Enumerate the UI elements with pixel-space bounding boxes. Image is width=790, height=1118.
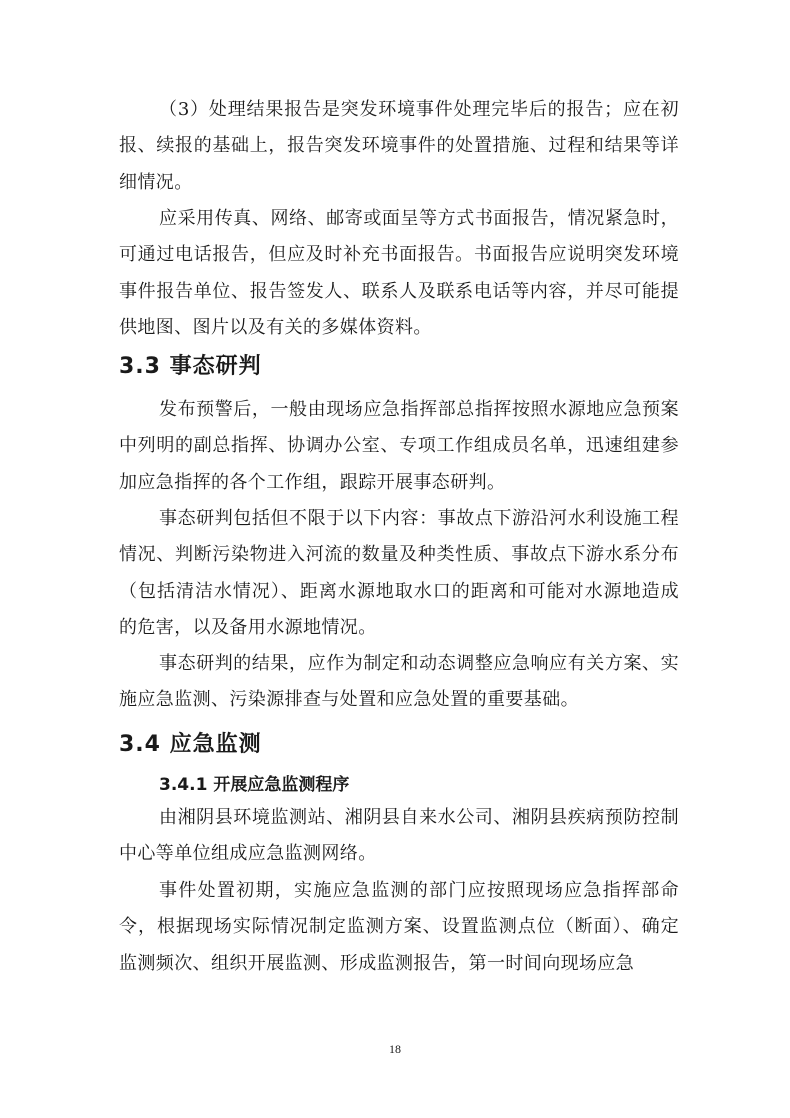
page-number: 18 <box>389 1042 401 1056</box>
section-heading-3-4: 3.4 应急监测 <box>119 732 262 757</box>
paragraph-assessment-content: 事态研判包括但不限于以下内容：事故点下游沿河水利设施工程情况、判断污染物进入河流的数量及种类性质、事故点下游水系分布（包括清洁水情况）、距离水源地取水口的距离和可能对水源地造成的危害，以及备用水源地情况。 <box>119 508 679 638</box>
paragraph-monitoring-network: 由湘阴县环境监测站、湘阴县自来水公司、湘阴县疾病预防控制中心等单位组成应急监测网络。 <box>119 807 679 865</box>
subsection-heading-3-4-1: 3.4.1 开展应急监测程序 <box>159 775 350 795</box>
paragraph-assessment-result: 事态研判的结果，应作为制定和动态调整应急响应有关方案、实施应急监测、污染源排查与处置和应急处置的重要基础。 <box>119 653 679 711</box>
paragraph-written-report: 应采用传真、网络、邮寄或面呈等方式书面报告，情况紧急时，可通过电话报告，但应及时补充书面报告。书面报告应说明突发环境事件报告单位、报告签发人、联系人及联系电话等内容，并尽可能提供地图、图片以及有关的多媒体资料。 <box>119 208 679 338</box>
paragraph-warning: 发布预警后，一般由现场应急指挥部总指挥按照水源地应急预案中列明的副总指挥、协调办公室、专项工作组成员名单，迅速组建参加应急指挥的各个工作组，跟踪开展事态研判。 <box>119 399 679 493</box>
paragraph-report-result: （3）处理结果报告是突发环境事件处理完毕后的报告；应在初报、续报的基础上，报告突发环境事件的处置措施、过程和结果等详细情况。 <box>119 99 679 193</box>
section-heading-3-3: 3.3 事态研判 <box>119 354 262 379</box>
paragraph-initial-response: 事件处置初期，实施应急监测的部门应按照现场应急指挥部命令，根据现场实际情况制定监测方案、设置监测点位（断面）、确定监测频次、组织开展监测、形成监测报告，第一时间向现场应急 <box>119 880 679 974</box>
